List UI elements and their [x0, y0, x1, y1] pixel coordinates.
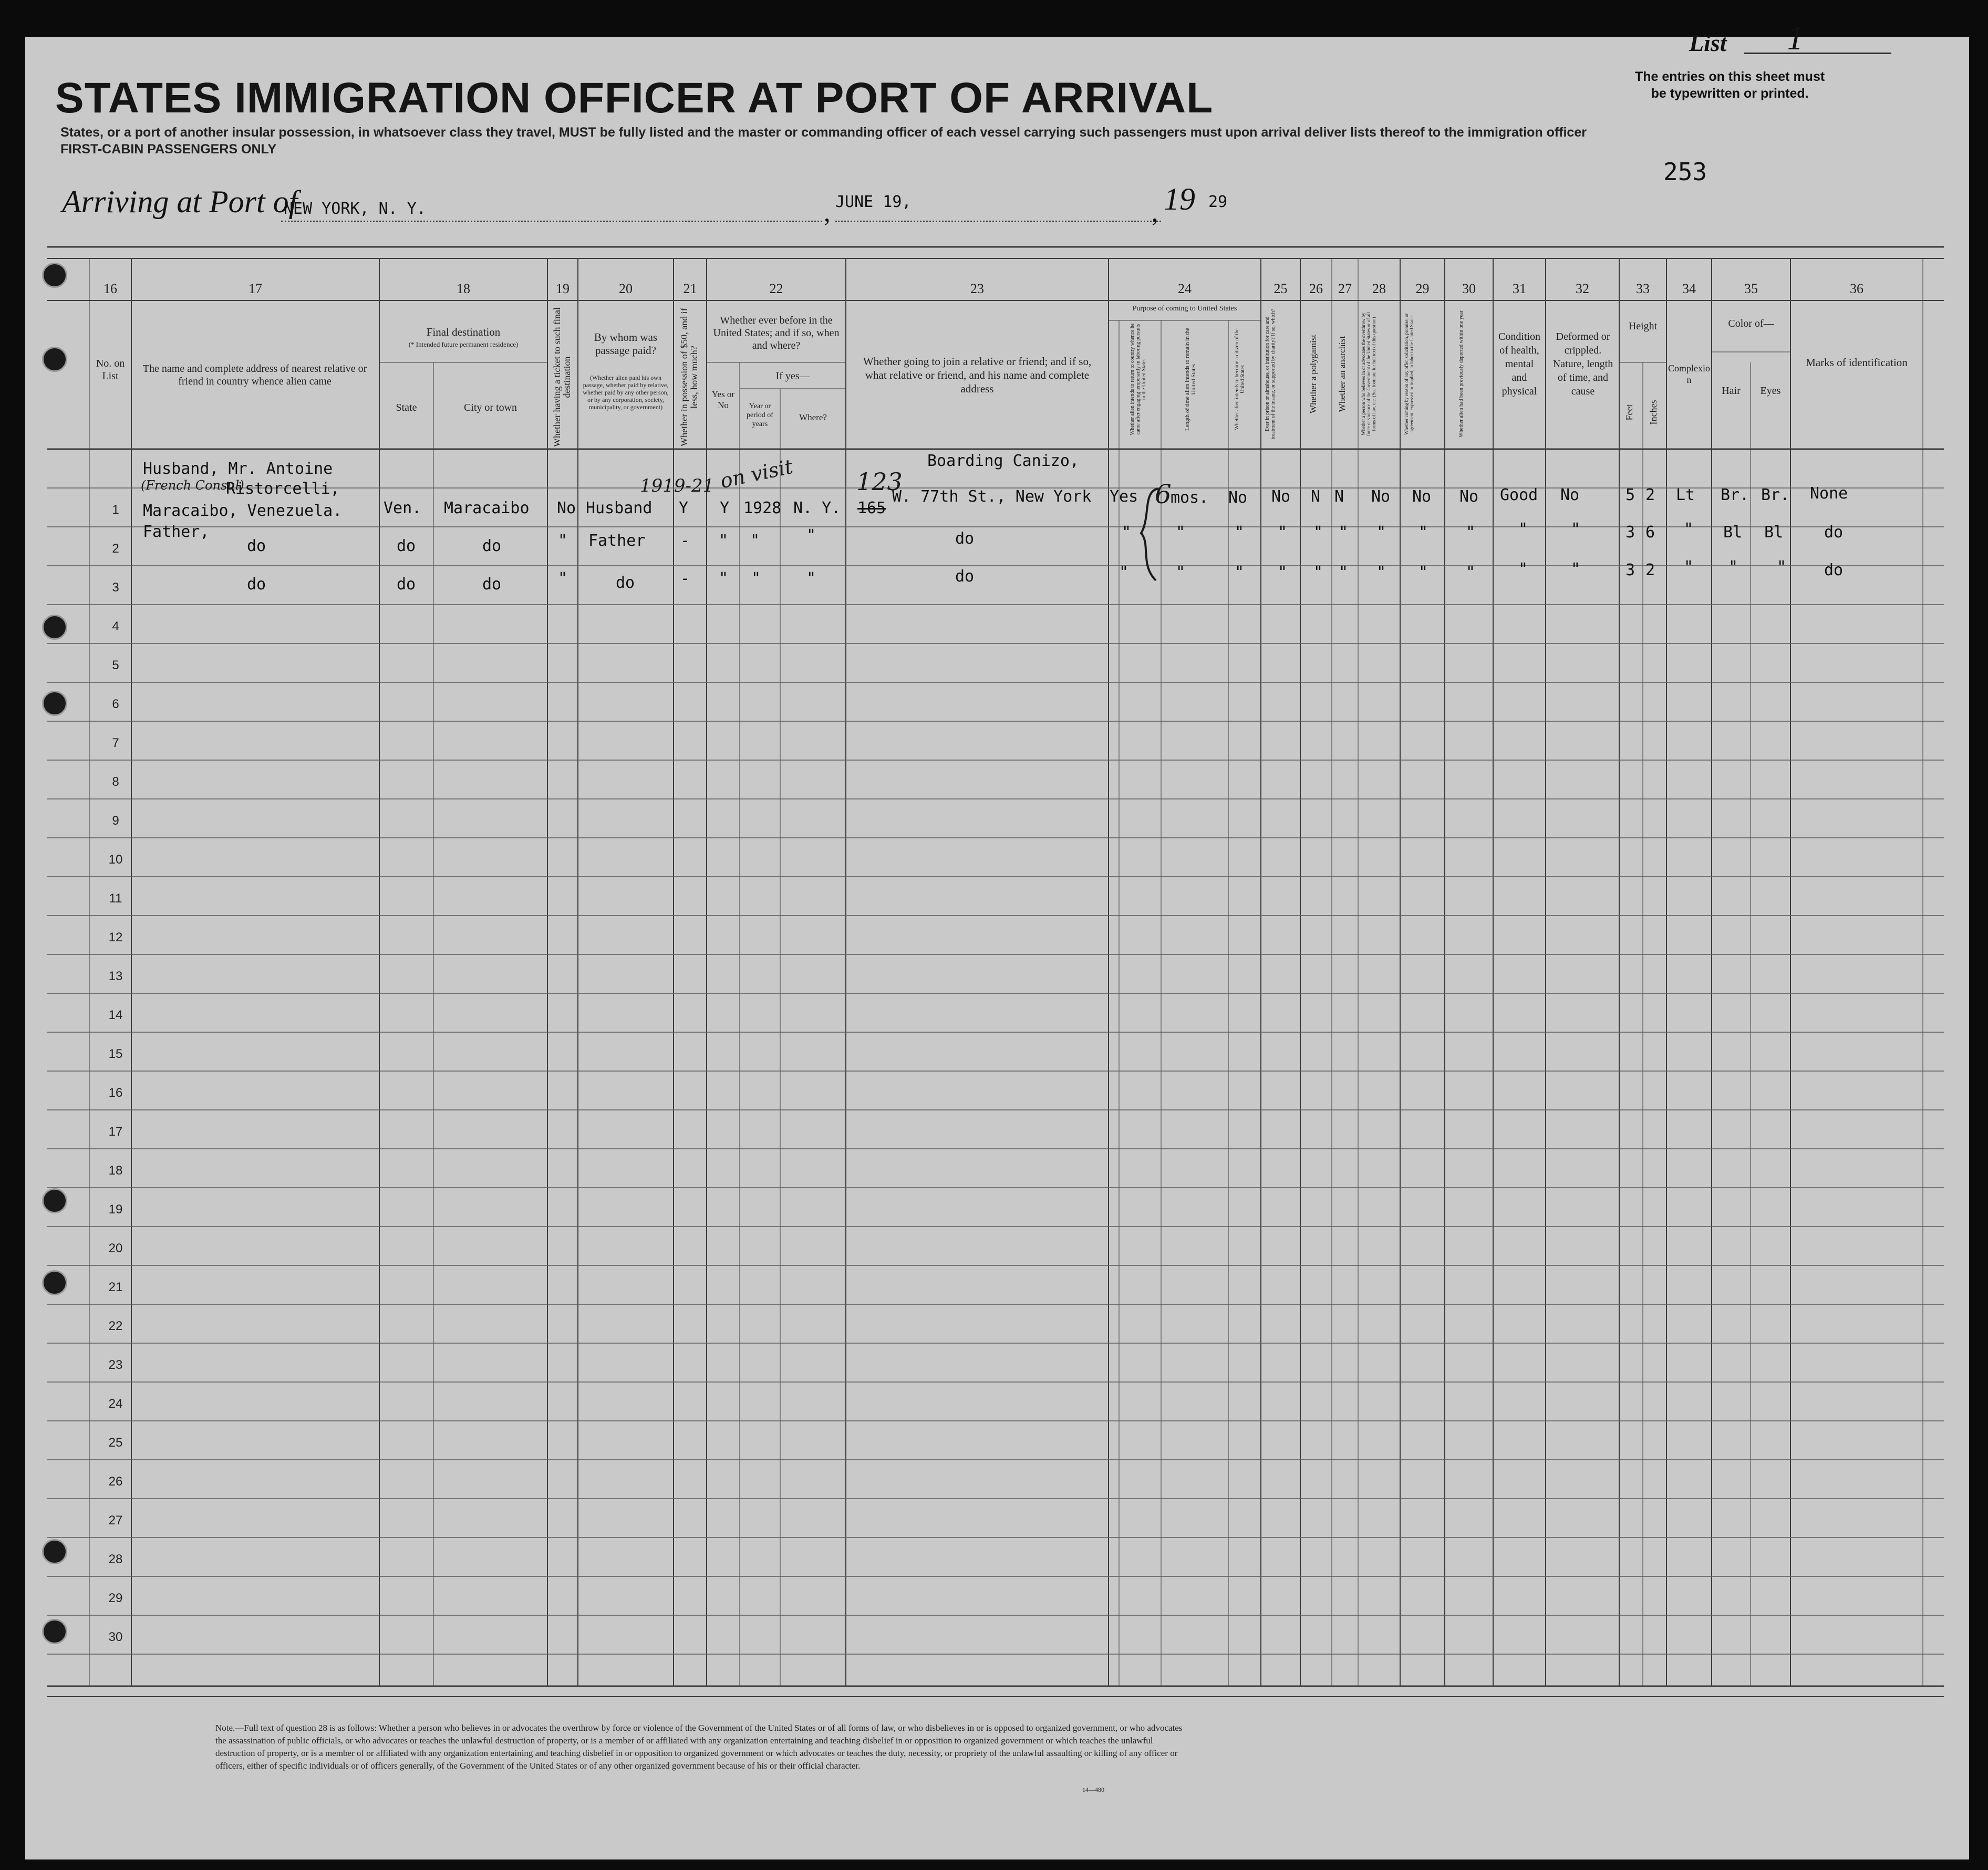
entries-note-line1: The entries on this sheet must — [1635, 69, 1825, 84]
entry1-year: 1928 — [743, 499, 782, 517]
entry3-ditto: " — [1313, 563, 1323, 581]
entry3-state: do — [397, 575, 416, 594]
entry1-eyes: Br. — [1761, 486, 1790, 504]
column-number: 32 — [1576, 281, 1589, 296]
row-number: 22 — [108, 1319, 123, 1333]
column-number: 25 — [1273, 281, 1288, 296]
header-no-on-list: No. on List — [96, 358, 125, 382]
entry2-inches: 6 — [1645, 523, 1655, 542]
entry3-ditto: " — [1684, 558, 1694, 576]
entry1-paid-by: Husband — [586, 499, 653, 517]
column-number: 31 — [1513, 281, 1526, 296]
row-number: 7 — [112, 736, 119, 750]
date-value: JUNE 19, — [835, 193, 912, 211]
entry1-join-struck-number: 165 — [857, 499, 886, 517]
row-number: 17 — [108, 1125, 123, 1139]
row-number: 30 — [108, 1630, 123, 1644]
entry2-ditto: " — [1235, 523, 1245, 542]
entry1-inches: 2 — [1645, 486, 1655, 504]
entry3-paid-by: do — [616, 574, 635, 592]
comma: , — [824, 198, 831, 227]
entry1-where: N. Y. — [793, 499, 841, 517]
header-length-of-stay: Length of time alien intends to remain in the United States — [1184, 327, 1197, 431]
entry1-relative-line3: Maracaibo, Venezuela. — [143, 502, 343, 520]
column-number: 27 — [1338, 281, 1352, 296]
entry2-ditto: " — [1376, 523, 1386, 542]
entry3-ditto: " — [719, 569, 729, 588]
header-city: City or town — [463, 402, 517, 413]
row-number: 29 — [108, 1591, 123, 1605]
entry1-prison: No — [1271, 487, 1291, 506]
header-money: Whether in possession of $50, and if less, how much? — [679, 308, 699, 446]
entry1-citizen: No — [1228, 489, 1248, 507]
entry3-ditto: " — [1728, 558, 1738, 576]
row-number: 4 — [112, 619, 119, 633]
row-number: 19 — [108, 1202, 123, 1217]
entry2-ditto: " — [1339, 523, 1349, 542]
entry3-ditto: " — [558, 569, 568, 588]
entry1-anarchist: N — [1334, 487, 1344, 506]
entry1-handwritten-years: 1919-21 — [640, 475, 715, 496]
year-suffix: 29 — [1208, 193, 1228, 211]
entry2-ditto: " — [1418, 523, 1428, 542]
row-number: 8 — [112, 775, 119, 789]
header-anarchist: Whether an anarchist — [1337, 336, 1347, 412]
arriving-label: Arriving at Port of — [62, 184, 298, 219]
entry2-ticket-ditto: " — [558, 532, 568, 550]
entry1-complexion: Lt — [1676, 486, 1695, 504]
entry3-ditto: " — [1119, 563, 1129, 581]
entry1-hair: Br. — [1721, 486, 1749, 504]
year-prefix: 19 — [1164, 182, 1195, 216]
header-polygamist: Whether a polygamist — [1308, 334, 1318, 414]
header-labor-offer: Whether coming by reason of any offer, solicitation, promise, or agreement, expressed or implied, to labor in the United States — [1404, 313, 1414, 435]
page-title: STATES IMMIGRATION OFFICER AT PORT OF ARRIVAL — [55, 74, 1214, 122]
list-number: 1 — [1786, 21, 1806, 57]
entry3-ditto: " — [1418, 563, 1428, 581]
page-subtitle: States, or a port of another insular possession, in whatsoever class they travel, MUST be fully listed and the master or commanding officer of each vessel carrying such passengers must upon arrival deliver lists thereof to the immigration officer — [60, 125, 1587, 140]
entry3-city: do — [482, 575, 502, 594]
row-number: 12 — [108, 930, 123, 944]
entry1-money: Y — [679, 499, 689, 517]
header-become-citizen: Whether alien intends to become a citizen of the United States — [1234, 328, 1246, 430]
entry2-join: do — [955, 529, 975, 548]
row-number: 18 — [108, 1163, 123, 1178]
header-passage-paid-note: (Whether alien paid his own passage, whether paid by relative, whether paid by any other person, or by any corporation, society, municipality, or government) — [583, 374, 669, 411]
row-number: 10 — [108, 853, 123, 867]
header-purpose: Purpose of coming to United States — [1132, 305, 1237, 313]
header-purpose-return: Whether alien intends to return to country whence he came after engaging temporarily in laboring pursuits in the United States — [1130, 323, 1147, 435]
entry1-join-line1: Boarding Canizo, — [927, 452, 1079, 470]
row-number: 15 — [108, 1047, 123, 1061]
comma: , — [1152, 198, 1158, 227]
entry1-join-line2: W. 77th St., New York — [892, 487, 1092, 506]
entry2-ditto: " — [1466, 523, 1476, 542]
header-eyes: Eyes — [1760, 385, 1781, 397]
entry2-ditto: " — [1684, 520, 1694, 538]
list-label: List — [1689, 29, 1727, 56]
row-number: 24 — [108, 1397, 123, 1411]
entry1-state: Ven. — [384, 499, 422, 517]
entry1-feet: 5 — [1625, 486, 1635, 504]
header-nearest-relative: The name and complete address of nearest relative or friend in country whence alien came — [142, 363, 367, 387]
entry1-polygamist: N — [1311, 487, 1321, 506]
entry1-handwritten-on-visit: on visit — [718, 454, 795, 493]
entry1-city: Maracaibo — [444, 499, 530, 517]
column-number: 17 — [248, 281, 262, 296]
entry3-ditto: " — [1777, 558, 1787, 576]
header-marks: Marks of identification — [1806, 356, 1908, 369]
entry1-handwritten-address-number: 123 — [856, 468, 903, 496]
entry2-relative: do — [247, 537, 266, 555]
header-color-of: Color of— — [1728, 318, 1774, 329]
entry1-deformed: No — [1560, 486, 1580, 504]
header-year-period: Year or period of years — [747, 402, 773, 428]
column-number: 19 — [556, 281, 570, 296]
entries-note-line2: be typewritten or printed. — [1651, 86, 1809, 101]
entry1-length: mos. — [1171, 489, 1209, 507]
header-passage-paid: By whom was passage paid? — [594, 331, 658, 357]
entry1-relative-line4: Father, — [143, 523, 210, 541]
column-number: 30 — [1462, 281, 1476, 296]
entry1-ticket: No — [557, 499, 576, 517]
entry2-money: - — [680, 532, 690, 550]
entry3-marks: do — [1824, 561, 1844, 579]
row-number: 14 — [108, 1008, 123, 1022]
header-final-destination-note: (* Intended future permanent residence) — [408, 340, 519, 348]
header-ticket: Whether having a ticket to such final destination — [552, 307, 572, 447]
header-if-yes: If yes— — [775, 370, 810, 382]
column-number: 26 — [1309, 281, 1323, 296]
header-before-in-us: Whether ever before in the United States; and if so, when and where? — [713, 315, 840, 351]
row-number: 5 — [112, 658, 119, 672]
column-number: 24 — [1178, 281, 1192, 296]
entry3-ditto: " — [751, 569, 761, 588]
column-number: 23 — [970, 281, 984, 296]
row-number: 21 — [108, 1280, 123, 1294]
entry3-ditto: " — [1466, 563, 1476, 581]
entry2-ditto: " — [1313, 523, 1323, 542]
header-hair: Hair — [1722, 385, 1741, 397]
header-final-destination: Final destination — [426, 326, 501, 338]
entry1-handwritten-note: (French Consul) — [141, 478, 244, 493]
column-number: 29 — [1415, 281, 1430, 296]
column-number: 20 — [619, 281, 633, 296]
entry3-ditto: " — [1376, 563, 1386, 581]
header-complexion: Complexion — [1668, 363, 1710, 385]
entry3-inches: 2 — [1645, 561, 1655, 579]
form-number: 14—480 — [1082, 1786, 1104, 1793]
entry2-city: do — [482, 537, 502, 555]
column-number: 21 — [683, 281, 697, 296]
row-number: 25 — [108, 1436, 123, 1450]
passenger-class: FIRST-CABIN PASSENGERS ONLY — [60, 142, 277, 157]
row-number: 9 — [112, 814, 119, 828]
row-number: 28 — [108, 1552, 123, 1566]
row-number: 13 — [108, 969, 123, 983]
entry3-join: do — [955, 567, 975, 586]
column-number: 34 — [1682, 281, 1696, 296]
entry3-relative: do — [247, 575, 266, 594]
row-number: 6 — [112, 697, 119, 711]
header-prison-almshouse: Ever in prison or almshouse, or institution for care and treatment of the insane, or supported by charity? If so, which? — [1265, 308, 1276, 440]
header-state: State — [396, 402, 417, 413]
header-where: Where? — [799, 412, 827, 422]
entry1-overthrow: No — [1371, 487, 1391, 506]
entry1-relative-line1: Husband, Mr. Antoine — [143, 460, 333, 478]
entry3-ditto: " — [1518, 560, 1528, 578]
entry3-ditto: " — [806, 569, 816, 588]
column-number: 16 — [103, 281, 117, 296]
row-number: 11 — [109, 891, 122, 906]
entry3-ditto: " — [1571, 560, 1581, 578]
entry2-marks: do — [1824, 523, 1844, 542]
row-number: 16 — [108, 1086, 123, 1100]
entry1-handwritten-length: 6 — [1155, 479, 1172, 510]
entry2-ditto: " — [1571, 520, 1581, 538]
entry1-purpose-return: Yes — [1110, 487, 1138, 506]
header-yes-no: Yes or No — [711, 389, 735, 410]
sheet-number: 253 — [1663, 158, 1707, 186]
entry2-ditto: " — [750, 532, 760, 550]
column-number: 33 — [1636, 281, 1650, 296]
port-value: NEW YORK, N. Y. — [284, 200, 426, 218]
entry2-ditto: " — [1122, 523, 1132, 542]
entry2-feet: 3 — [1625, 523, 1635, 542]
entry2-eyes: Bl — [1764, 523, 1784, 542]
entry2-ditto: " — [1176, 523, 1186, 542]
entry2-ditto: " — [1518, 520, 1528, 538]
entry3-ditto: " — [1176, 563, 1186, 581]
column-number: 28 — [1372, 281, 1386, 296]
column-number: 18 — [457, 281, 470, 296]
entry2-ditto: " — [719, 532, 729, 550]
header-inches: Inches — [1648, 400, 1659, 425]
header-deported: Whether alien had been previously deported within one year — [1458, 310, 1464, 438]
handwritten-brace — [1135, 486, 1166, 583]
row-number: 2 — [112, 542, 119, 556]
entry3-ditto: " — [1339, 563, 1349, 581]
header-deformed: Deformed or crippled. Nature, length of time, and cause — [1552, 331, 1613, 397]
row-number: 26 — [108, 1474, 123, 1489]
row-number: 27 — [108, 1513, 123, 1528]
entry3-feet: 3 — [1625, 561, 1635, 579]
row-number: 23 — [108, 1358, 123, 1372]
entry2-state: do — [397, 537, 416, 555]
entry2-ditto: " — [1278, 523, 1288, 542]
entry1-health: Good — [1500, 486, 1538, 504]
entry3-ditto: " — [1235, 563, 1245, 581]
column-number: 22 — [769, 281, 783, 296]
entry1-labor-offer: No — [1412, 487, 1432, 506]
entry1-before-in-us: Y — [720, 499, 730, 517]
header-health: Condition of health, mental and physical — [1498, 331, 1541, 397]
entry2-hair: Bl — [1723, 523, 1743, 542]
header-feet: Feet — [1624, 404, 1634, 421]
entry3-money: - — [680, 569, 690, 588]
header-overthrow: Whether a person who believes in or advocates the overthrow by force or violence of the Government of the United States or of all forms of law, etc. (See footnote for full text of this question) — [1361, 312, 1376, 436]
entry2-paid-by: Father — [588, 532, 646, 550]
row-number: 1 — [112, 503, 119, 517]
entry1-deported: No — [1459, 487, 1479, 506]
entry1-marks: None — [1810, 484, 1848, 503]
column-number: 35 — [1744, 281, 1758, 296]
row-number: 20 — [108, 1241, 123, 1255]
header-join-relative: Whether going to join a relative or friend; and if so, what relative or friend, and his name and complete address — [863, 355, 1092, 395]
footnote: Note.—Full text of question 28 is as follows: Whether a person who believes in or advocates the overthrow by force or violence of the Government of the United States or of all forms of law, or who disbelieves in or is opposed to organized government, or who advocates the assassination of public officials, or who advocates or teaches the unlawful destruction of property, or is a member of or affiliated with any organization entertaining and teaching disbelief in or opposition to organized government or which teaches the unlawful destruction of property, or is a member of or affiliated with any organization entertaining and teaching disbelief in or opposition to organized government or which advocates or teaches the duty, necessity, or propriety of the unlawful assaulting or killing of any officer or officers, either of specific individuals or of officers generally, of the Government of the United States or of any other organized government because of his or their official character. — [215, 1723, 1183, 1771]
column-number: 36 — [1850, 281, 1863, 296]
row-number: 3 — [112, 580, 119, 595]
entry3-ditto: " — [1278, 563, 1288, 581]
entry2-ditto: " — [806, 526, 816, 545]
entry1-relative-line2: Ristorcelli, — [226, 480, 340, 498]
header-height: Height — [1628, 320, 1658, 332]
